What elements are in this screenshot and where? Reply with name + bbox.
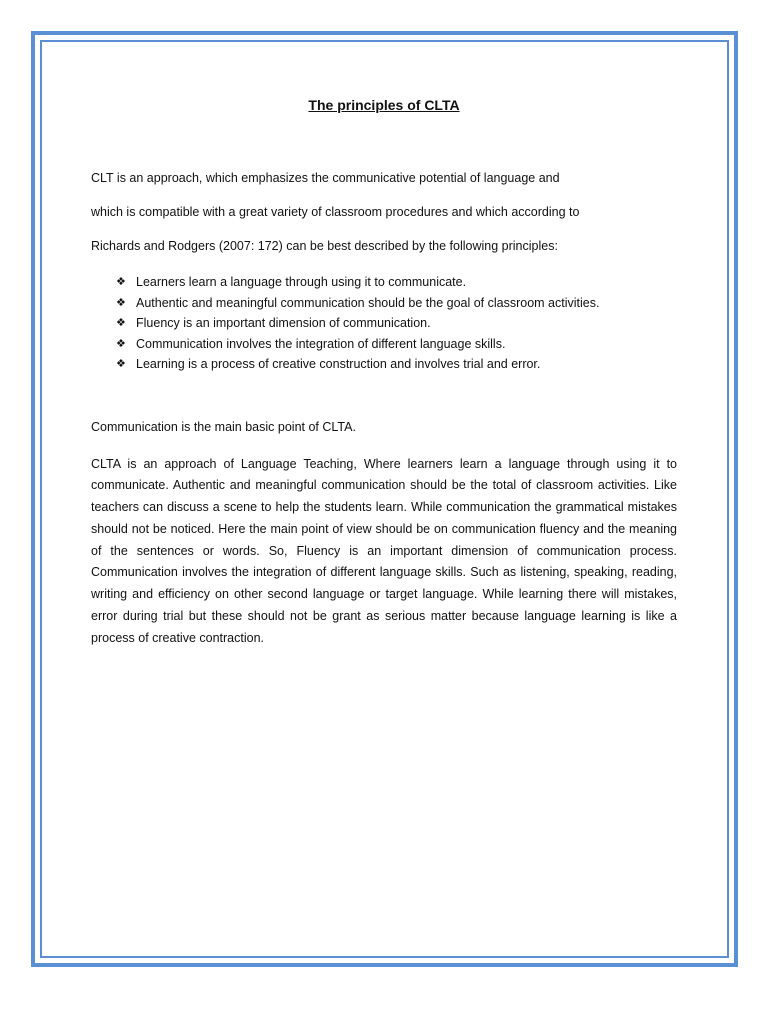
main-point-paragraph: Communication is the main basic point of CLTA. <box>91 419 356 434</box>
principle-text: Communication involves the integration of different language skills. <box>136 336 506 351</box>
principle-item <box>116 272 677 293</box>
document-title: The principles of CLTA <box>308 97 460 113</box>
intro-line-3: Richards and Rodgers (2007: 172) can be best described by the following principles: <box>91 239 558 253</box>
intro-line-1: CLT is an approach, which emphasizes the communicative potential of language and <box>91 171 560 185</box>
principle-item <box>116 293 677 314</box>
diamond-bullet-icon: ❖ <box>116 275 126 288</box>
principle-text: Learning is a process of creative construction and involves trial and error. <box>136 357 541 371</box>
diamond-bullet-icon: ❖ <box>116 336 126 350</box>
principle-text: Authentic and meaningful communication should be the goal of classroom activities. <box>136 295 600 310</box>
principle-text: Learners learn a language through using it to communicate. <box>136 275 467 289</box>
principles-list <box>91 272 677 375</box>
diamond-bullet-icon: ❖ <box>116 357 126 370</box>
diamond-bullet-icon: ❖ <box>116 316 126 329</box>
intro-section <box>91 170 677 255</box>
intro-line-2: which is compatible with a great variety of classroom procedures and which according to <box>91 205 580 219</box>
document-content <box>91 95 677 650</box>
body-paragraph: CLTA is an approach of Language Teaching, Where learners learn a language through using it to communicate. Authentic and meaningful communication should be the total of classroom activities. Like teachers can discuss a scene to help the students learn. While communication the grammatical mistakes should not be noticed. Here the main point of view should be on communication fluency and the meaning of the sentences or words. So, Fluency is an important dimension of communication process. Communication involves the integration of different language skills. Such as listening, speaking, reading, writing and efficiency on other second language or target language. While learning there will mistakes, error during trial but these should not be grant as serious matter because language learning is like a process of creative contraction. <box>91 456 677 645</box>
principle-item <box>116 354 677 375</box>
principle-text: Fluency is an important dimension of communication. <box>136 316 431 330</box>
principle-item <box>116 334 677 355</box>
principle-item <box>116 313 677 334</box>
diamond-bullet-icon: ❖ <box>116 295 126 309</box>
